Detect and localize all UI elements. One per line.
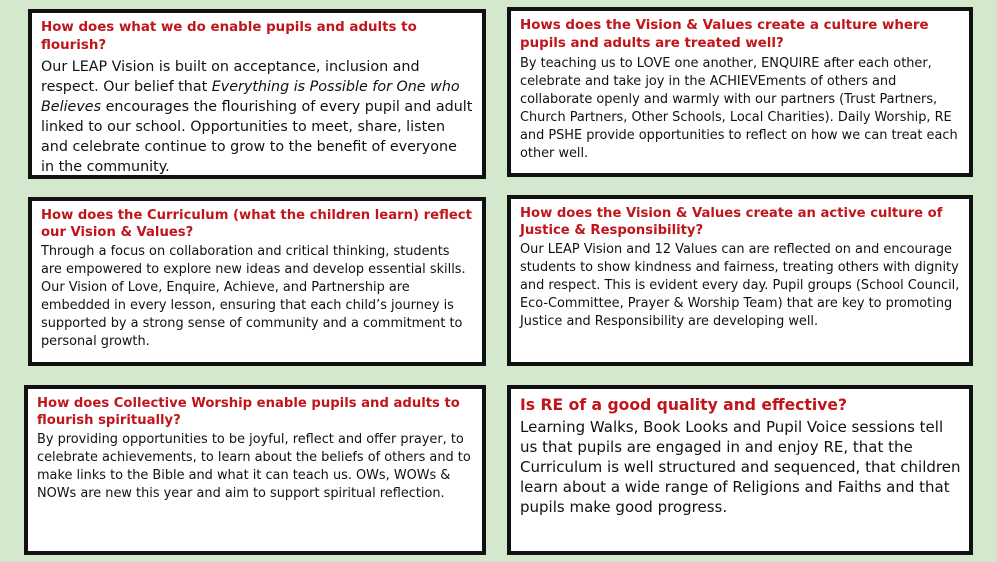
answer-text: Our LEAP Vision is built on acceptance, inclusion and respect. Our belief that — [41, 59, 420, 95]
card-answer: Our LEAP Vision and 12 Values can are reflected on and encourage students to show kindness and fairness, treating others with dignity and respect. This is evident every day. Pupil groups (School Council, Eco-Committee, Prayer & Worship Team) that are key to promoting Justice and Responsibility are developing well. — [520, 242, 960, 329]
card-question: How does the Curriculum (what the children learn) reflect our Vision & Values? — [41, 208, 472, 240]
answer-italic-text: Everything is Possible for One who Believes — [41, 79, 460, 115]
card-answer: By providing opportunities to be joyful, reflect and offer prayer, to celebrate achievements, to learn about the beliefs of others and to make links to the Bible and what it can teach us. OWs, WOWs & NOWs are new this year and aim to support spiritual reflection. — [37, 432, 471, 501]
card-question: Hows does the Vision & Values create a culture where pupils and adults are treated well? — [520, 18, 929, 51]
card-flourish — [28, 9, 486, 179]
card-culture — [507, 7, 973, 177]
card-curriculum — [28, 197, 486, 366]
card-answer: Through a focus on collaboration and critical thinking, students are empowered to explore new ideas and develop essential skills. Our Vision of Love, Enquire, Achieve, and Partnership are embedded in every lesson, ensuring that each child’s journey is supported by a strong sense of community and a commitment to personal growth. — [41, 244, 466, 349]
card-question: How does the Vision & Values create an active culture of Justice & Responsibility? — [520, 206, 943, 238]
card-re-quality — [507, 385, 973, 555]
card-worship — [24, 385, 486, 555]
card-answer — [41, 57, 474, 177]
answer-text: encourages the flourishing of every pupil and adult linked to our school. Opportunities to meet, share, listen and celebrate continue to grow to the benefit of everyone in the community. — [41, 99, 473, 175]
card-question: How does Collective Worship enable pupils and adults to flourish spiritually? — [37, 396, 460, 428]
card-answer: Learning Walks, Book Looks and Pupil Voice sessions tell us that pupils are engaged in and enjoy RE, that the Curriculum is well structured and sequenced, that children learn about a wide range of Religions and Faiths and that pupils make good progress. — [520, 418, 961, 516]
card-answer: By teaching us to LOVE one another, ENQUIRE after each other, celebrate and take joy in the ACHIEVEments of others and collaborate openly and warmly with our partners (Trust Partners, Church Partners, Other Schools, Local Charities). Daily Worship, RE and PSHE provide opportunities to reflect on how we can treat each other well. — [520, 56, 958, 161]
card-question: How does what we do enable pupils and adults to flourish? — [41, 20, 417, 53]
card-justice — [507, 195, 973, 366]
card-question: Is RE of a good quality and effective? — [520, 396, 848, 414]
